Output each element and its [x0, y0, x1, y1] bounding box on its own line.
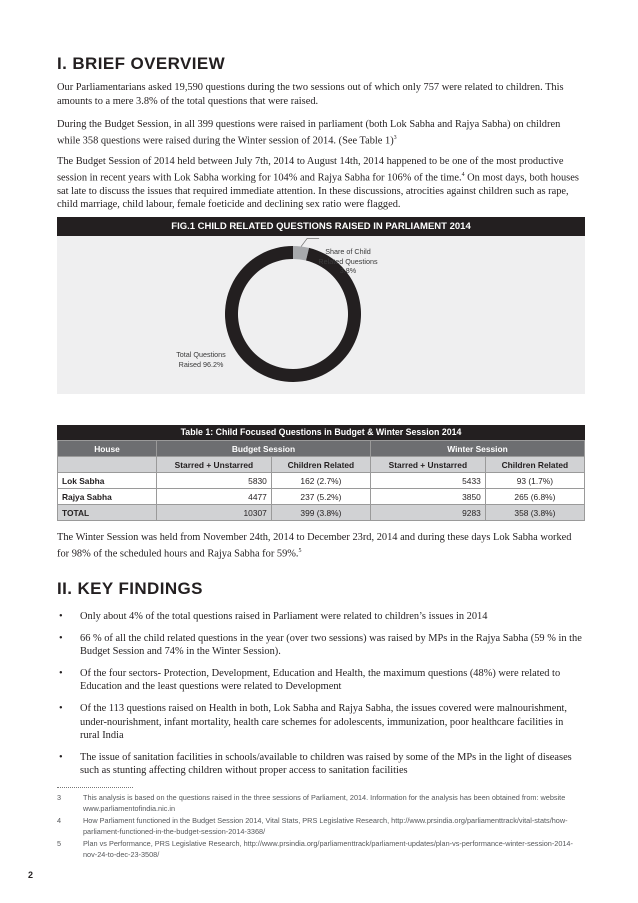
cell-winter-child: 93 (1.7%)	[485, 473, 584, 489]
key-findings-list	[57, 610, 585, 786]
footnote-number: 4	[57, 816, 62, 825]
subhead-winter-child: Children Related	[485, 457, 584, 473]
overview-paragraph-3-text-a: The Budget Session of 2014 held between July 7th, 2014 to August 14th, 2014 happened to be one of the most productive session in recent years with Lok Sabha working for 104% and Rajya Sabha for 106% of the time.	[57, 156, 564, 184]
list-item	[57, 667, 585, 694]
footnote-number: 5	[57, 839, 62, 848]
cell-winter-total: 3850	[370, 489, 485, 505]
subhead-budget-total: Starred + Unstarred	[157, 457, 272, 473]
footnotes	[57, 792, 585, 861]
overview-paragraph-1: Our Parliamentarians asked 19,590 questions during the two sessions out of which only 757 were related to children. This amounts to a mere 3.8% of the total questions that were raised.	[57, 82, 564, 107]
finding-text: The issue of sanitation facilities in schools/available to children was raised by some of the MPs in the light of diseases such as stunting affecting children without proper access to sanitation facilities	[80, 751, 572, 777]
subhead-winter-total: Starred + Unstarred	[370, 457, 485, 473]
cell-budget-child: 237 (5.2%)	[271, 489, 370, 505]
total-questions-label	[161, 350, 241, 369]
footnote-ref-4: 4	[461, 171, 465, 178]
cell-budget-child: 399 (3.8%)	[271, 505, 370, 521]
row-house: TOTAL	[58, 505, 157, 521]
finding-text: Of the 113 questions raised on Health in both, Lok Sabha and Rajya Sabha, the issues covered were malnourishment, under-nourishment, infant mortality, health care schemes for adolescents, immunization, poor healthcare facilities in rural India	[80, 702, 567, 742]
total-questions-label-value: Raised 96.2%	[178, 359, 224, 369]
footnote-text: This analysis is based on the questions raised in the three sessions of Parliament, 2014. Information for the analysis has been obtained from: website www.parliamentofindia.nic.in	[83, 793, 566, 813]
list-item	[57, 632, 585, 659]
overview-paragraph-3-text-b: On most days, both houses sat late to discuss the issues that required immediate attention. In these discussions, atrocities against children such as rape, child marriage, child labour, female foeticide and declining sex ratio were flagged.	[57, 172, 579, 211]
col-budget-session: Budget Session	[157, 441, 371, 457]
finding-text: Of the four sectors- Protection, Development, Education and Health, the maximum questions (48%) were related to Education and the least questions were related to Development	[80, 667, 561, 693]
share-child-label	[305, 247, 391, 276]
section-heading-key-findings: II. KEY FINDINGS	[57, 579, 203, 598]
bullet-icon: •	[59, 667, 63, 679]
col-house: House	[58, 441, 157, 457]
footnote-ref-3: 3	[393, 134, 397, 141]
overview-paragraph-2	[57, 118, 585, 148]
table-row	[58, 489, 585, 505]
figure-area	[57, 236, 585, 394]
winter-session-text: The Winter Session was held from November 24th, 2014 to December 23rd, 2014 and during these days Lok Sabha worked for 98% of the scheduled hours and Rajya Sabha for 59%.	[57, 532, 572, 560]
table-title: Table 1: Child Focused Questions in Budget & Winter Session 2014	[57, 425, 585, 440]
overview-paragraph-3	[57, 155, 585, 212]
list-item	[57, 610, 585, 624]
row-house: Lok Sabha	[58, 473, 157, 489]
cell-budget-total: 4477	[157, 489, 272, 505]
table-row-total	[58, 505, 585, 521]
bullet-icon: •	[59, 702, 63, 714]
finding-text: Only about 4% of the total questions raised in Parliament were related to children’s issues in 2014	[80, 611, 488, 622]
footnote	[57, 792, 585, 814]
col-winter-session: Winter Session	[370, 441, 584, 457]
figure-title: FIG.1 CHILD RELATED QUESTIONS RAISED IN PARLIAMENT 2014	[57, 217, 585, 236]
bullet-icon: •	[59, 632, 63, 644]
leader-line-child-share	[301, 238, 319, 246]
cell-winter-total: 5433	[370, 473, 485, 489]
winter-session-paragraph	[57, 531, 585, 561]
footnote-number: 3	[57, 793, 62, 802]
bullet-icon: •	[59, 751, 63, 763]
subhead-budget-child: Children Related	[271, 457, 370, 473]
section-heading-brief-overview: I. BRIEF OVERVIEW	[57, 54, 226, 73]
cell-budget-total: 10307	[157, 505, 272, 521]
finding-text: 66 % of all the child related questions in the year (over two sessions) was raised by MPs in the Rajya Sabha (59 % in the Budget Session and 74% in the Winter Session).	[80, 632, 582, 658]
footnote	[57, 815, 585, 837]
share-child-label-value: 3.8%	[339, 266, 357, 275]
share-child-label-line1: Share of Child	[325, 247, 371, 256]
page-number: 2	[28, 870, 34, 880]
cell-winter-child: 265 (6.8%)	[485, 489, 584, 505]
footnote-text: How Parliament functioned in the Budget Session 2014, Vital Stats, PRS Legislative Research, http://www.prsindia.org/parliamenttrack/vital-stats/how-parliament-functioned-in-the-budget-session-2014-3368/	[83, 816, 568, 836]
overview-paragraph-2-text: During the Budget Session, in all 399 questions were raised in parliament (both Lok Sabha and Rajya Sabha) on children while 358 questions were raised during the Winter session of 2014. (See Table 1)	[57, 119, 561, 147]
cell-winter-total: 9283	[370, 505, 485, 521]
bullet-icon: •	[59, 611, 63, 622]
questions-table	[57, 440, 585, 521]
cell-budget-child: 162 (2.7%)	[271, 473, 370, 489]
list-item	[57, 702, 585, 743]
cell-winter-child: 358 (3.8%)	[485, 505, 584, 521]
list-item	[57, 751, 585, 778]
subhead-empty	[58, 457, 157, 473]
total-questions-label-line1: Total Questions	[176, 350, 226, 359]
footnote-text: Plan vs Performance, PRS Legislative Research, http://www.prsindia.org/parliamenttrack/parliament-updates/plan-vs-performance-winter-session-2014-nov-24-to-dec-23-3508/	[83, 839, 573, 859]
footnote-divider	[57, 787, 133, 788]
row-house: Rajya Sabha	[58, 489, 157, 505]
table-row	[58, 473, 585, 489]
footnote	[57, 838, 585, 860]
footnote-ref-5: 5	[298, 547, 302, 554]
cell-budget-total: 5830	[157, 473, 272, 489]
share-child-label-line2: Related Questions	[318, 256, 378, 266]
